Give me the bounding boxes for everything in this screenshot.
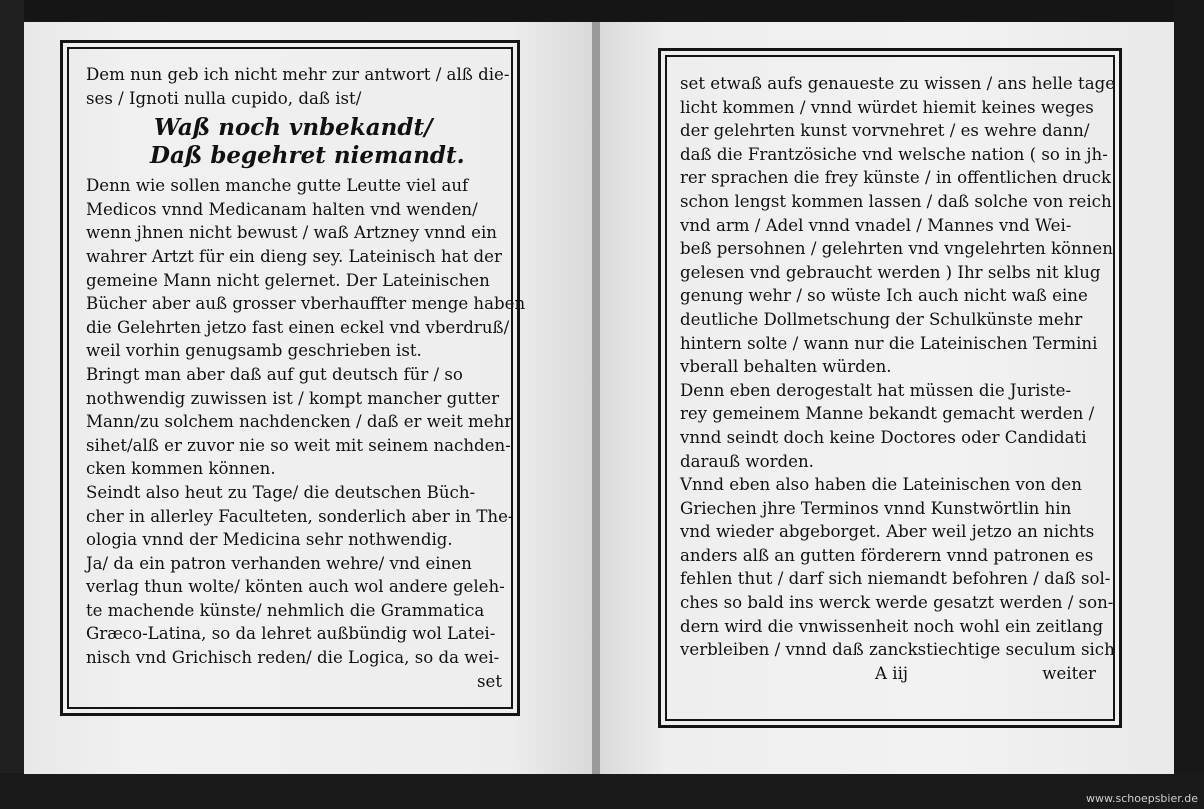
text-line: verlag thun wolte/ könten auch wol andere geleh- [86, 577, 505, 597]
text-line: die Gelehrten jetzo fast einen eckel vnd vberdruß/ [86, 317, 510, 337]
text-line: dern wird die vnwissenheit noch wohl ein zeitlang [680, 616, 1104, 636]
text-line: beß persohnen / gelehrten vnd vngelehrten können [680, 239, 1113, 259]
text-line: sihet/alß er zuvor nie so weit mit seinem nachden- [86, 435, 511, 455]
text-line: set etwaß aufs genaueste zu wissen / ans helle tage [680, 74, 1116, 93]
text-line: Vnnd eben also haben die Lateinischen von den [680, 475, 1082, 495]
text-line: rey gemeinem Manne bekandt gemacht werden / [680, 404, 1095, 424]
right-page-footer [680, 664, 1108, 690]
catchword-row [86, 670, 506, 694]
text-line: licht kommen / vnnd würdet hiemit keines weges [680, 97, 1094, 117]
text-line: weil vorhin genugsamb geschrieben ist. [86, 341, 422, 361]
right-catchword: weiter [1042, 664, 1096, 683]
text-line: Græco-Latina, so da lehret außbündig wol Latei- [86, 624, 496, 644]
text-line: Mann/zu solchem nachdencken / daß er weit mehr [86, 412, 513, 432]
left-page-text [86, 63, 526, 693]
text-line: hintern solte / wann nur die Lateinischen Termini [680, 333, 1098, 353]
heading-line: Daß begehret niemandt. [150, 142, 465, 170]
signature-mark: A iij [875, 664, 909, 683]
text-line: Bücher aber auß grosser vberhauffter menge haben [86, 294, 526, 314]
text-line: Ja/ da ein patron verhanden wehre/ vnd einen [86, 553, 472, 573]
book-gutter [592, 22, 600, 774]
heading-line: Waß noch vnbekandt/ [154, 114, 433, 142]
text-line: verbleiben / vnnd daß zanckstiechtige seculum sich [680, 640, 1115, 660]
scan-left-edge [0, 0, 24, 809]
text-line: wahrer Artzt für ein dieng sey. Lateinisch hat der [86, 246, 502, 266]
text-line: wenn jhnen nicht bewust / waß Artzney vnnd ein [86, 223, 497, 243]
scan-bottom-edge [0, 773, 1204, 809]
right-page-text [680, 72, 1116, 662]
text-line: rer sprachen die frey künste / in offentlichen druck [680, 168, 1112, 188]
text-line: nothwendig zuwissen ist / kompt mancher gutter [86, 388, 500, 408]
scan-top-edge [0, 0, 1204, 22]
left-catchword: set [476, 671, 502, 691]
text-line: darauß worden. [680, 451, 814, 471]
text-line: te machende künste/ nehmlich die Grammatica [86, 600, 485, 620]
text-line: nisch vnd Grichisch reden/ die Logica, so da wei- [86, 648, 500, 668]
text-line: ologia vnnd der Medicina sehr nothwendig. [86, 530, 453, 550]
text-line: schon lengst kommen lassen / daß solche von reich [680, 191, 1112, 211]
text-line: vberall behalten würden. [680, 357, 892, 377]
text-line: Bringt man aber daß auf gut deutsch für / so [86, 364, 463, 384]
text-line: der gelehrten kunst vorvnehret / es wehre dann/ [680, 121, 1090, 141]
text-line: Dem nun geb ich nicht mehr zur antwort / alß die- [86, 65, 510, 84]
text-line: fehlen thut / darf sich niemandt befohren / daß sol- [680, 569, 1111, 589]
text-line: ches so bald ins werck werde gesatzt werden / son- [680, 593, 1114, 613]
text-line: Griechen jhre Terminos vnnd Kunstwörtlin hin [680, 498, 1072, 518]
text-line: gemeine Mann nicht gelernet. Der Lateinischen [86, 270, 490, 290]
text-line: Denn eben derogestalt hat müssen die Juriste- [680, 380, 1072, 400]
text-line: deutliche Dollmetschung der Schulkünste mehr [680, 309, 1083, 329]
text-line: vnd wieder abgeborget. Aber weil jetzo an nichts [680, 522, 1095, 542]
scan-right-edge [1174, 0, 1204, 809]
text-line: Medicos vnnd Medicanam halten vnd wenden/ [86, 199, 478, 219]
text-line: Denn wie sollen manche gutte Leutte viel auf [86, 176, 469, 196]
text-line: anders alß an gutten förderern vnnd patronen es [680, 545, 1094, 565]
text-line: daß die Frantzösiche vnd welsche nation ( so in jh- [680, 144, 1108, 164]
text-line: Seindt also heut zu Tage/ die deutschen Büch- [86, 482, 476, 502]
watermark: www.schoepsbier.de [1085, 792, 1198, 805]
text-line: ses / Ignoti nulla cupido, daß ist/ [86, 88, 362, 108]
text-line: vnd arm / Adel vnnd vnadel / Mannes vnd Wei- [680, 215, 1072, 235]
text-line: vnnd seindt doch keine Doctores oder Candidati [680, 427, 1087, 447]
text-line: cher in allerley Faculteten, sonderlich aber in The- [86, 506, 514, 526]
text-line: cken kommen können. [86, 459, 276, 479]
text-line: genung wehr / so wüste Ich auch nicht waß eine [680, 286, 1088, 306]
text-line: gelesen vnd gebraucht werden ) Ihr selbs nit klug [680, 262, 1101, 282]
